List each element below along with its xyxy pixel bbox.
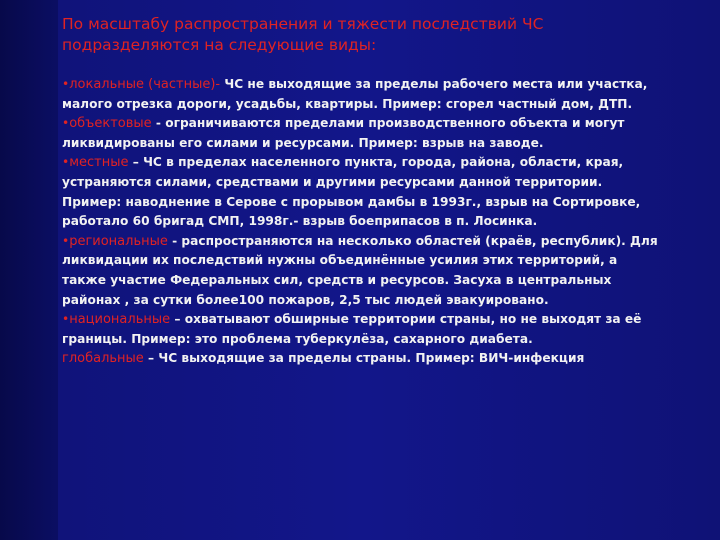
term-object: объектовые: [69, 116, 152, 132]
bullet-icon: •: [62, 77, 70, 91]
bullet-icon: •: [62, 233, 70, 248]
description-local: ЧС не выходящие за пределы рабочего места или участка, малого отрезка дороги, усадьбы, квартиры. Пример: сгорел частный дом, ДТП.: [62, 77, 648, 111]
list-item-object: [62, 114, 662, 153]
list-item-municipal: [62, 153, 662, 231]
description-national: – охватывают обширные территории страны, но не выходят за её границы. Пример: это проблема туберкулёза, сахарного диабета.: [62, 312, 642, 346]
description-object: - ограничиваются пределами производственного объекта и могут ликвидированы его силами и ресурсами. Пример: взрыв на заводе.: [62, 116, 625, 150]
term-national: национальные: [69, 312, 171, 328]
description-municipal: – ЧС в пределах населенного пункта, города, района, области, края, устраняются силами, средствами и другими ресурсами данной территории. Пример: наводнение в Серове с прорывом дамбы в 1993г., взрыв на Сортировке, работало 60 бригад СМП, 1998г.- взрыв боеприпасов в п. Лосинка.: [62, 155, 641, 229]
slide-body: [62, 75, 662, 369]
list-item-national: [62, 310, 662, 349]
bullet-icon: •: [62, 155, 70, 170]
bullet-icon: •: [62, 116, 70, 131]
list-item-global: [62, 349, 662, 369]
term-municipal: местные: [69, 155, 129, 171]
list-item-regional: [62, 232, 662, 310]
bullet-icon: •: [62, 312, 70, 327]
slide-title-line-2: подразделяются на следующие виды:: [62, 36, 377, 54]
description-regional: - распространяются на несколько областей (краёв, республик). Для ликвидации их последствий нужны объединённые усилия этих территорий, а также участие Федеральных сил, средств и ресурсов. Засуха в центральных районах , за сутки более100 пожаров, 2,5 тыс людей эвакуировано.: [62, 233, 658, 307]
list-item-local: [62, 75, 662, 114]
left-decorative-strip: [0, 0, 58, 540]
slide-title-line-1: По масштабу распространения и тяжести последствий ЧС: [62, 15, 544, 33]
description-global: – ЧС выходящие за пределы страны. Пример: ВИЧ-инфекция: [143, 351, 585, 366]
term-global: глобальные: [62, 351, 144, 367]
term-local: локальные (частные)-: [69, 77, 221, 92]
term-regional: региональные: [69, 233, 168, 249]
slide-title: [62, 14, 702, 56]
